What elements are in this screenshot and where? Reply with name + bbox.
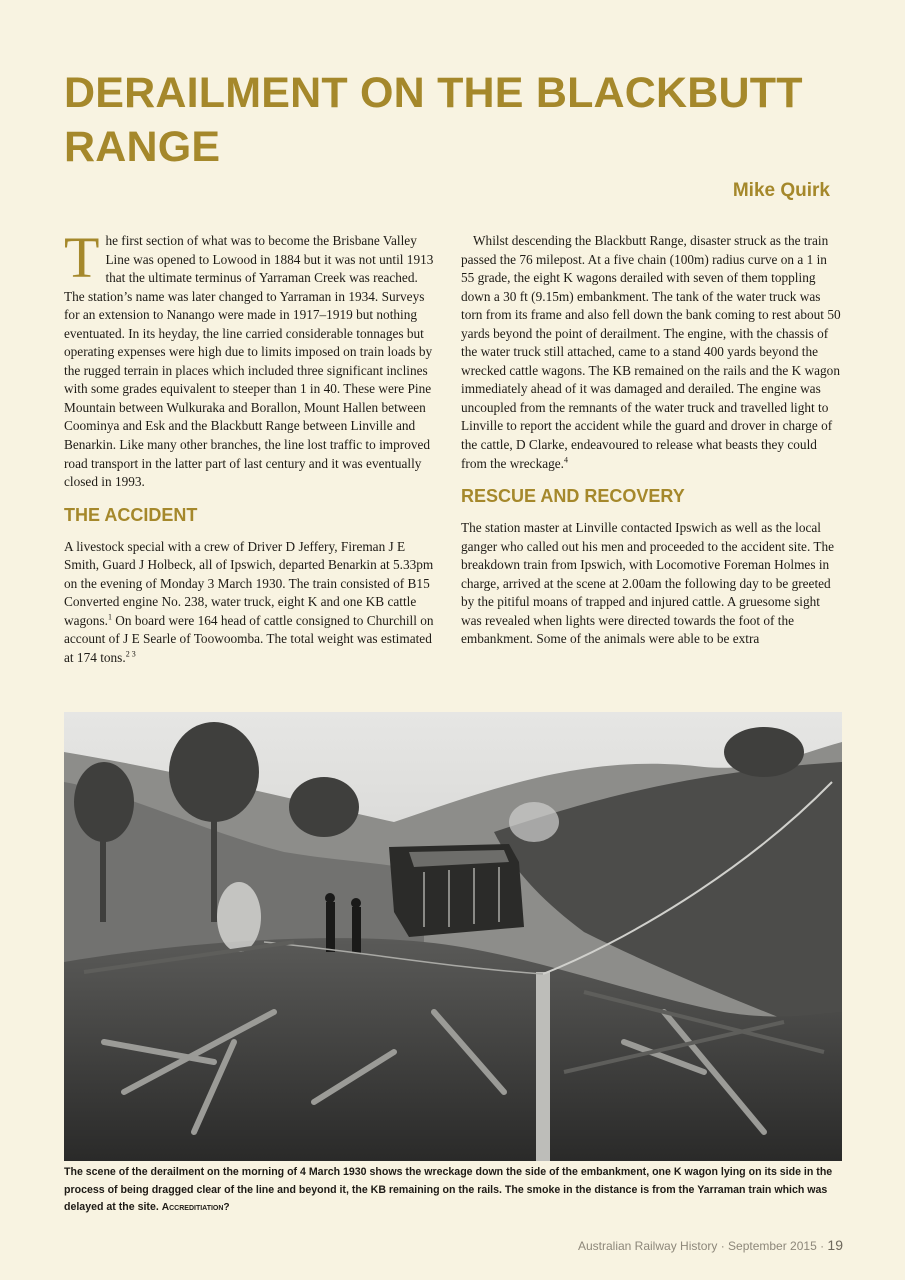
caption-text: The scene of the derailment on the morning of 4 March 1930 shows the wreckage down the side of the embankment, one K wagon lying on its side in the process of being dragged clear of the line and beyond it, the KB remaining on the rails. The smoke in the distance is from the Yarraman train which was delayed at the site. bbox=[64, 1166, 833, 1213]
accident-text: A livestock special with a crew of Driver D Jeffery, Fireman J E Smith, Guard J Holbeck, all of Ipswich, departed Benarkin at 5.33pm on the evening of Monday 3 March 1930. The train consisted of B15 Converted engine No. 238, water truck, eight K and one KB cattle wagons. bbox=[64, 538, 434, 628]
caption-accreditation: Accreditiation? bbox=[161, 1202, 230, 1213]
page-footer bbox=[578, 1237, 843, 1253]
descent-text: Whilst descending the Blackbutt Range, disaster struck as the train passed the 76 milepost. At a five chain (100m) radius curve on a 1 in 55 grade, the eight K wagons derailed with seven of them toppling down a 30 ft (9.15m) embankment. The tank of the water truck was torn from its frame and also fell down the bank coming to rest about 50 yards beyond the point of derailment. The engine, with the chassis of the water truck still attached, came to a stand 400 yards beyond the wrecked cattle wagons. The KB remained on the rails and the K wagon immediately ahead of it was damaged and derailed. The engine was uncoupled from the remnants of the water truck and travelled light to Linville to report the accident while the guard and drover in charge of the cattle, D Clarke, endeavoured to release what beasts they could from the wreckage. bbox=[461, 233, 841, 471]
right-column bbox=[461, 232, 841, 649]
left-column bbox=[64, 225, 441, 667]
footer-publication: Australian Railway History · September 2015 · bbox=[577, 1239, 828, 1253]
section-heading-rescue: RESCUE AND RECOVERY bbox=[461, 486, 685, 507]
section-heading-accident: THE ACCIDENT bbox=[64, 504, 198, 525]
footnote-ref-1: 1 bbox=[107, 612, 112, 622]
article-title: DERAILMENT ON THE BLACKBUTT RANGE bbox=[64, 69, 803, 171]
photo-caption bbox=[64, 1164, 854, 1217]
overturned-wagon bbox=[389, 844, 524, 937]
page-number: 19 bbox=[827, 1237, 843, 1253]
rescue-paragraph: The station master at Linville contacted Ipswich as well as the local ganger who called out his men and proceeded to the accident site. The breakdown train from Ipswich, with Locomotive Foreman Holmes in charge, arrived at the scene at 2.00am the following day to be greeted by the pitiful moans of trapped and injured cattle. A gruesome sight was revealed when lights were directed towards the foot of the embankment. Some of the animals were able to be extra bbox=[461, 520, 835, 647]
intro-text: he first section of what was to become the Brisbane Valley Line was opened to Lowood in 1884 but it was not until 1913 that the ultimate terminus of Yarraman Creek was reached. The station’s name was later changed to Yarraman in 1934. Surveys for an extension to Nanango were made in 1917–1919 but nothing eventuated. In its heyday, the line carried considerable tonnages but operating expenses were high due to limits imposed on train loads by the rugged terrain in places which included three significant inclines with some grades equivalent to steeper than 1 in 40. These were Pine Mountain between Wulkuraka and Borallon, Mount Hallen between Coominya and Esk and the Blackbutt Range between Linville and Benarkin. Like many other branches, the line lost traffic to improved road transport in the latter part of last century and it was eventually closed in 1993. bbox=[64, 233, 434, 490]
footnote-ref-4: 4 bbox=[564, 455, 568, 465]
intro-paragraph bbox=[64, 225, 441, 492]
accident-paragraph bbox=[64, 538, 441, 668]
accident-text-2: On board were 164 head of cattle consigned to Churchill on account of J E Searle of Toowoomba. The total weight was estimated at 174 tons. bbox=[64, 612, 434, 665]
footnote-ref-2-3: 2 3 bbox=[125, 649, 136, 659]
drop-cap: T bbox=[64, 225, 100, 290]
article-author: Mike Quirk bbox=[732, 180, 830, 201]
derailment-photo bbox=[64, 712, 842, 1161]
descent-paragraph bbox=[461, 232, 841, 473]
